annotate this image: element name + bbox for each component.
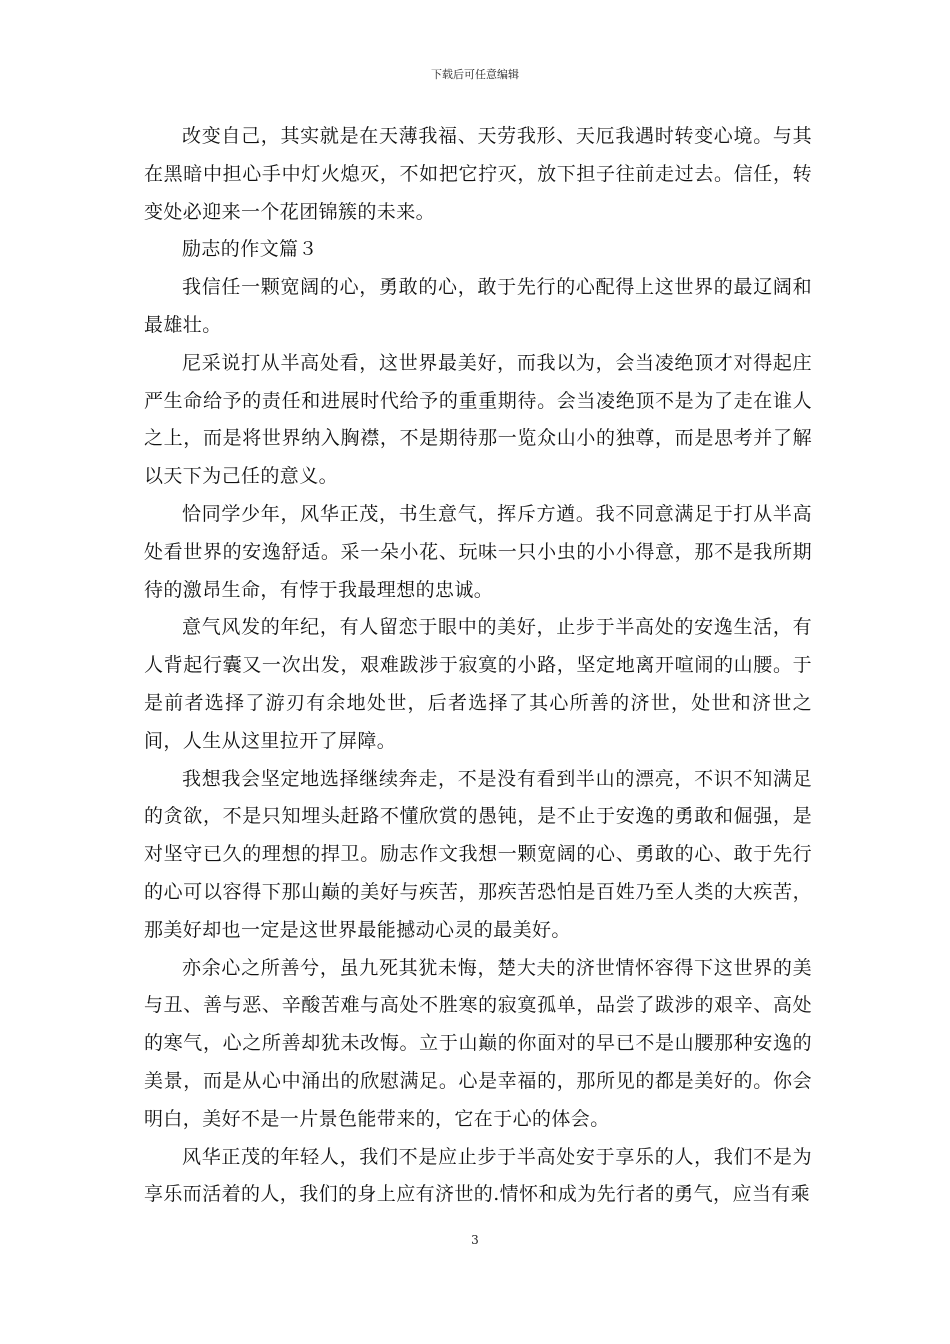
paragraph: 我信任一颗宽阔的心，勇敢的心，敢于先行的心配得上这世界的最辽阔和最雄壮。 [144, 276, 812, 336]
paragraph: 我想我会坚定地选择继续奔走，不是没有看到半山的漂亮，不识不知满足的贪欲，不是只知埋头赶路不懂欣赏的愚钝，是不止于安逸的勇敢和倔强，是对坚守已久的理想的捍卫。励志作文我想一颗宽阔的心、勇敢的心、敢于先行的心可以容得下那山巅的美好与疾苦，那疾苦恐怕是百姓乃至人类的大疾苦，那美好却也一定是这世界最能撼动心灵的最美好。 [144, 767, 812, 941]
paragraph: 恰同学少年，风华正茂，书生意气，挥斥方遒。我不同意满足于打从半高处看世界的安逸舒适。采一朵小花、玩味一只小虫的小小得意，那不是我所期待的激昂生命，有悖于我最理想的忠诚。 [144, 502, 812, 601]
paragraph: 尼采说打从半高处看，这世界最美好，而我以为，会当凌绝顶才对得起庄严生命给予的责任和进展时代给予的重重期待。会当凌绝顶不是为了走在谁人之上，而是将世界纳入胸襟，不是期待那一览众山小的独尊，而是思考并了解以天下为己任的意义。 [144, 351, 812, 488]
section-heading: 励志的作文篇３ [182, 238, 318, 261]
document-body [144, 118, 812, 1214]
page-number: 3 [471, 1233, 479, 1247]
paragraph: 风华正茂的年轻人，我们不是应止步于半高处安于享乐的人，我们不是为享乐而活着的人，我们的身上应有济世的.情怀和成为先行者的勇气，应当有乘 [144, 1145, 812, 1206]
page-header: 下载后可任意编辑 [431, 68, 519, 81]
paragraph: 改变自己，其实就是在天薄我福、天劳我形、天厄我遇时转变心境。与其在黑暗中担心手中灯火熄灭，不如把它拧灭，放下担子往前走过去。信任，转变处必迎来一个花团锦簇的未来。 [144, 125, 812, 223]
paragraph: 亦余心之所善兮，虽九死其犹未悔，楚大夫的济世情怀容得下这世界的美与丑、善与恶、辛酸苦难与高处不胜寒的寂寞孤单，品尝了跋涉的艰辛、高处的寒气，心之所善却犹未改悔。立于山巅的你面对的早已不是山腰那种安逸的美景，而是从心中涌出的欣慰满足。心是幸福的，那所见的都是美好的。你会明白，美好不是一片景色能带来的，它在于心的体会。 [144, 956, 812, 1130]
paragraph: 意气风发的年纪，有人留恋于眼中的美好，止步于半高处的安逸生活，有人背起行囊又一次出发，艰难跋涉于寂寞的小路，坚定地离开喧闹的山腰。于是前者选择了游刃有余地处世，后者选择了其心所善的济世，处世和济世之间，人生从这里拉开了屏障。 [144, 616, 812, 752]
